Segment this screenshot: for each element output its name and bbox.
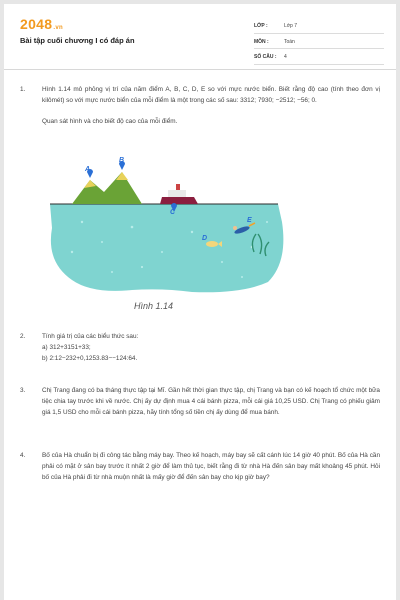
question-number: 2. [20, 333, 26, 340]
label-e: E [247, 217, 252, 224]
question-number: 4. [20, 452, 26, 459]
question-instruction: Quan sát hình và cho biết độ cao của mỗi điểm. [42, 118, 178, 125]
meta-label: SỐ CÂU : [254, 54, 277, 61]
question-number: 1. [20, 86, 26, 93]
header-divider [4, 69, 396, 70]
meta-value: Lớp 7 [284, 23, 298, 30]
sea-level-illustration [42, 152, 292, 302]
logo-domain-text: .vn [53, 25, 63, 31]
label-a: A [85, 166, 91, 173]
meta-value: 4 [284, 54, 287, 61]
figure-caption: Hình 1.14 [134, 301, 174, 311]
label-d: D [202, 235, 208, 242]
ship-icon [160, 184, 198, 207]
label-b: B [119, 157, 125, 164]
question-3 [20, 385, 380, 418]
meta-row-class [254, 20, 384, 34]
question-1 [20, 84, 380, 127]
question-part-a: a) 312+3151+33; [42, 344, 91, 351]
question-text: Chị Trang đang có ba tháng thực tập tại Mĩ. Gần hết thời gian thực tập, chị Trang và bạn có kế hoạch tổ chức một bữa tiệc chia tay trước khi về nước. Chị ấy dự định mua 4 cái bánh pizza, mỗi cái giá 10,25 USD. Chị Trang có phiếu giảm giá 1,5 USD cho mỗi cái bánh pizza, hãy tính tổng số tiền chị ấy dùng để mua bánh. [42, 387, 380, 416]
meta-label: LỚP : [254, 23, 268, 30]
question-4 [20, 450, 380, 483]
question-2 [20, 331, 380, 364]
meta-value: Toán [284, 38, 295, 45]
question-text: Tính giá trị của các biểu thức sau: [42, 333, 139, 340]
label-c: C [170, 209, 176, 216]
question-number: 3. [20, 387, 26, 394]
question-text: Bố của Hà chuẩn bị đi công tác bằng máy bay. Theo kế hoạch, máy bay sẽ cất cánh lúc 14 giờ 40 phút. Bố của Hà cần phải có mặt ở sân bay trước ít nhất 2 giờ để làm thủ tục, biết rằng đi từ nhà Hà đến sân bay mất khoảng 45 phút. Hỏi bố của Hà phải đi từ nhà muộn nhất là mấy giờ để đến sân bay cho kịp giờ bay? [42, 452, 380, 481]
worksheet-page [4, 4, 396, 600]
question-part-b: b) 2:12−232+0,1253.83−−124:64. [42, 355, 138, 362]
question-text: Hình 1.14 mô phỏng vị trí của năm điểm A, B, C, D, E so với mực nước biển. Biết rằng độ cao (tính theo đơn vị kilômét) so với mực nước biển của mỗi điểm là một trong các số sau: 3312; 7930; −2512; −56; 0. [42, 86, 380, 104]
site-logo[interactable] [20, 16, 63, 32]
meta-row-question-count [254, 51, 384, 65]
meta-label: MÔN : [254, 38, 269, 45]
meta-row-subject [254, 36, 384, 50]
worksheet-meta [254, 20, 384, 67]
logo-main-text: 2048 [20, 16, 53, 32]
mountain-range [72, 172, 142, 204]
document-title: Bài tập cuối chương I có đáp án [20, 36, 135, 45]
sea-level-figure [42, 152, 292, 322]
